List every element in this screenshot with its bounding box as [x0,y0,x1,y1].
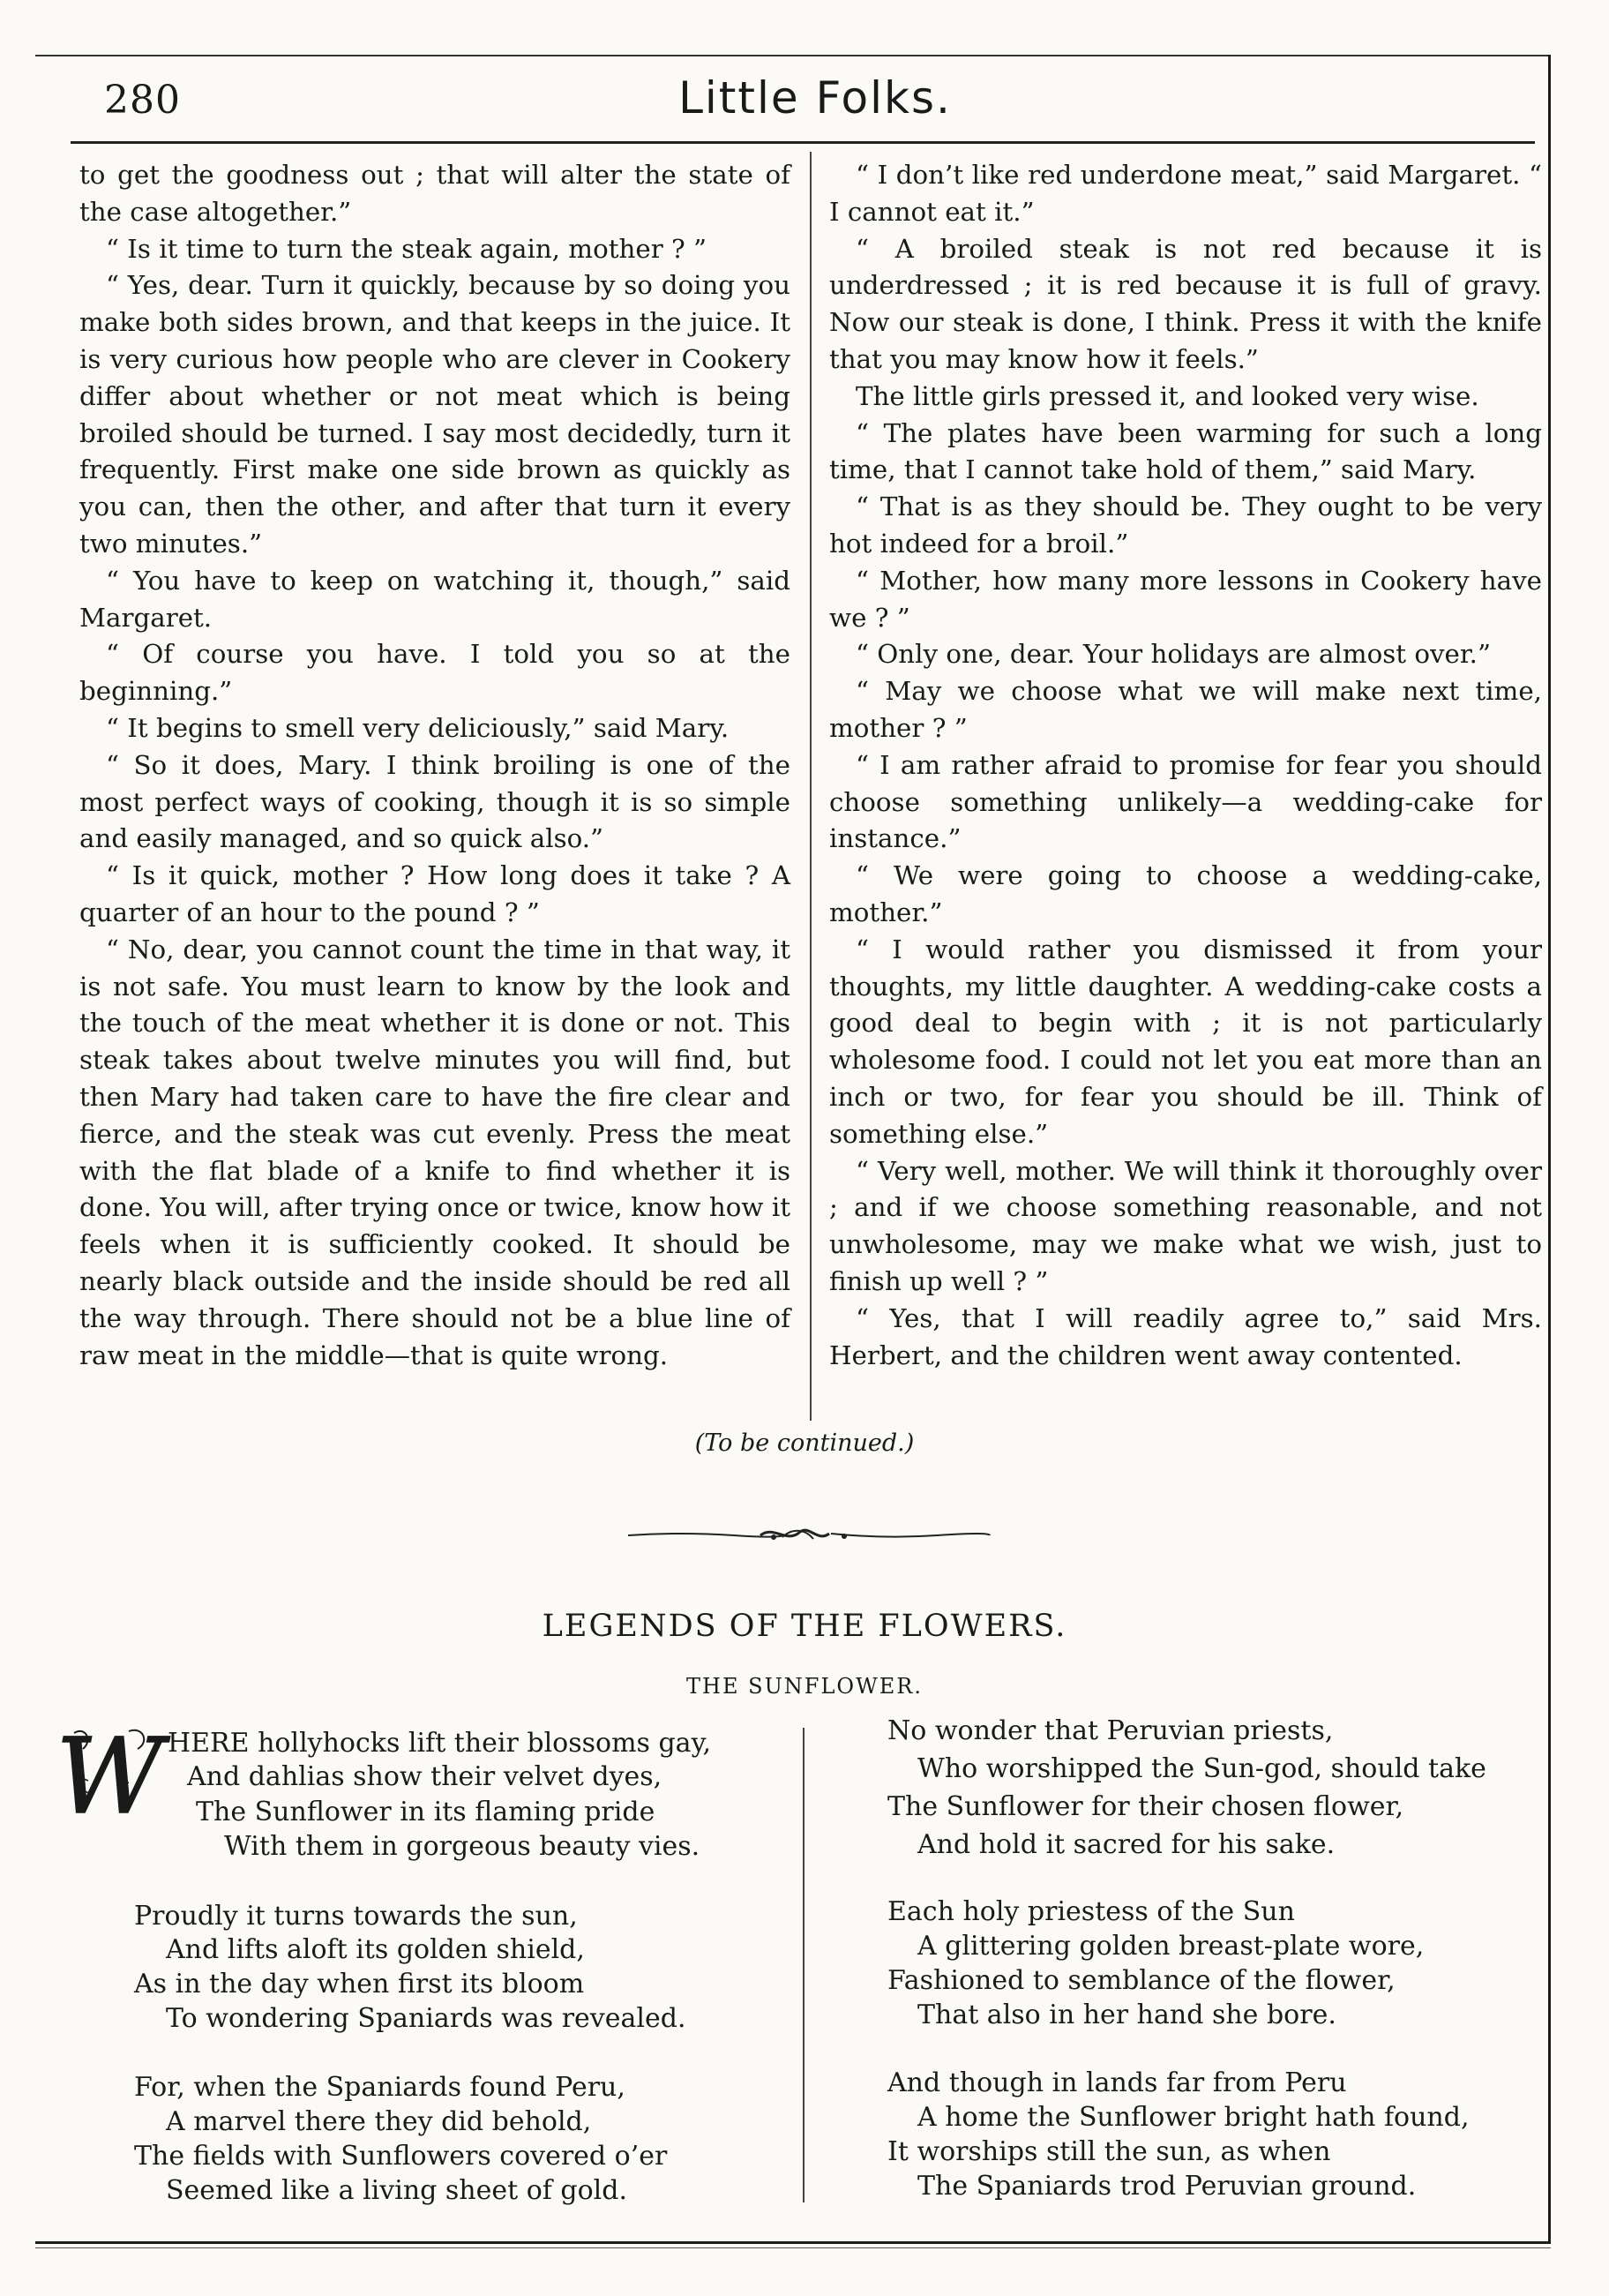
poem-column-rule [803,1728,804,2202]
poem-line: Fashioned to semblance of the flower, [887,1965,1396,1996]
poem-line: Seemed like a living sheet of gold. [166,2175,627,2206]
dropcap-letter-w [56,1715,163,1837]
poem-subtitle: THE SUNFLOWER. [686,1674,923,1699]
page-frame-bottom-thin [35,2247,1551,2248]
paragraph: “ I am rather afraid to promise for fear you should choose something unlikely—a wedding-cake for instance.” [829,749,1542,854]
poem-line: Who worshipped the Sun-god, should take [917,1753,1486,1784]
paragraph: “ We were going to choose a wedding-cake, mother.” [829,860,1542,927]
paragraph: “ Is it quick, mother ? How long does it take ? A quarter of an hour to the pound ? ” [79,860,790,927]
page-frame-top [35,55,1551,56]
poem-line: And dahlias show their velvet dyes, [187,1761,662,1792]
paragraph: “ That is as they should be. They ought to be very hot indeed for a broil.” [829,491,1542,559]
poem-line: A home the Sunflower bright hath found, [917,2102,1470,2133]
paragraph: “ Is it time to turn the steak again, mother ? ” [106,233,707,264]
paragraph: “ You have to keep on watching it, though,” said Margaret. [79,565,790,633]
story-column-left [79,157,790,1374]
poem-line: Proudly it turns towards the sun, [134,1901,578,1932]
paragraph: “ It begins to smell very deliciously,” said Mary. [106,712,730,743]
poem-line: The Sunflower in its flaming pride [196,1797,655,1827]
poem-line: That also in her hand she bore. [917,2000,1336,2030]
paragraph: “ No, dear, you cannot count the time in that way, it is not safe. You must learn to know by the look and the touch of the meat whether it is done or not. This steak takes about twelve minutes you will find, but then Mary had taken care to have the fire clear and fierce, and the steak was cut evenly. Press the meat with the flat blade of a knife to find whether it is done. You will, after trying once or twice, know how it feels when it is sufficiently cooked. It should be nearly black outside and the inside should be red all the way through. There should not be a blue line of raw meat in the middle—that is quite wrong. [79,934,790,1370]
page-frame-bottom [35,2241,1551,2244]
paragraph: “ Yes, that I will readily agree to,” said Mrs. Herbert, and the children went away contented. [829,1302,1542,1370]
paragraph: “ So it does, Mary. I think broiling is one of the most perfect ways of cooking, though it is so simple and easily managed, and so quick also.” [79,749,790,854]
paragraph: “ Very well, mother. We will think it thoroughly over ; and if we choose something reasonable, and not unwholesome, may we make what we wish, just to finish up well ? ” [829,1155,1542,1296]
page-frame-right [1548,55,1551,2243]
svg-text:W: W [56,1715,163,1837]
story-column-right [829,157,1542,1374]
poem-line: The fields with Sunflowers covered o’er [134,2141,668,2172]
poem-line: To wondering Spaniards was revealed. [166,2003,686,2034]
paragraph: “ I don’t like red underdone meat,” said Margaret. “ I cannot eat it.” [829,160,1542,227]
poem-line: A glittering golden breast-plate wore, [917,1931,1425,1962]
poem-line: With them in gorgeous beauty vies. [224,1831,700,1862]
poem-title: LEGENDS OF THE FLOWERS. [542,1609,1067,1644]
paragraph: “ The plates have been warming for such a long time, that I cannot take hold of them,” said Mary. [829,417,1542,485]
page-number: 280 [104,78,181,123]
ornament-divider-icon [628,1519,990,1551]
page-header [88,72,1542,141]
paragraph: “ A broiled steak is not red because it is underdressed ; it is red because it is full of gravy. Now our steak is done, I think. Press it with the knife that you may know how it feels.” [829,233,1542,374]
paragraph: The little girls pressed it, and looked very wise. [856,380,1479,411]
header-rule [71,141,1535,144]
poem-line: For, when the Spaniards found Peru, [134,2072,625,2103]
paragraph: “ I would rather you dismissed it from your thoughts, my little daughter. A wedding-cake costs a good deal to begin with ; it is not particularly wholesome food. I could not let you eat more than an inch or two, for fear you should be ill. Think of something else.” [829,934,1542,1149]
poem-line: No wonder that Peruvian priests, [887,1715,1334,1746]
poem-line: HERE hollyhocks lift their blossoms gay, [168,1728,712,1759]
poem-line: And hold it sacred for his sake. [917,1829,1336,1860]
magazine-title: Little Folks. [678,72,952,124]
poem-line: And though in lands far from Peru [887,2067,1347,2098]
poem-line: Each holy priestess of the Sun [887,1896,1295,1927]
poem-line: And lifts aloft its golden shield, [166,1934,585,1965]
paragraph: “ May we choose what we will make next time, mother ? ” [829,676,1542,743]
paragraph: “ Only one, dear. Your holidays are almost over.” [856,639,1491,670]
column-rule [810,152,812,1421]
paragraph: “ Mother, how many more lessons in Cookery have we ? ” [829,565,1542,633]
poem-line: The Spaniards trod Peruvian ground. [917,2171,1417,2202]
poem-line: It worships still the sun, as when [887,2136,1331,2167]
poem-line: As in the day when first its bloom [134,1969,585,2000]
poem-line: The Sunflower for their chosen flower, [887,1791,1404,1822]
to-be-continued: (To be continued.) [694,1429,915,1457]
paragraph: to get the goodness out ; that will alter the state of the case altogether.” [79,160,790,227]
poem-line: A marvel there they did behold, [166,2106,592,2137]
paragraph: “ Of course you have. I told you so at the beginning.” [79,639,790,707]
paragraph: “ Yes, dear. Turn it quickly, because by so doing you make both sides brown, and that keeps in the juice. It is very curious how people who are clever in Cookery differ about whether or not meat which is being broiled should be turned. I say most decidedly, turn it frequently. First make one side brown as quickly as you can, then the other, and after that turn it every two minutes.” [79,270,790,559]
